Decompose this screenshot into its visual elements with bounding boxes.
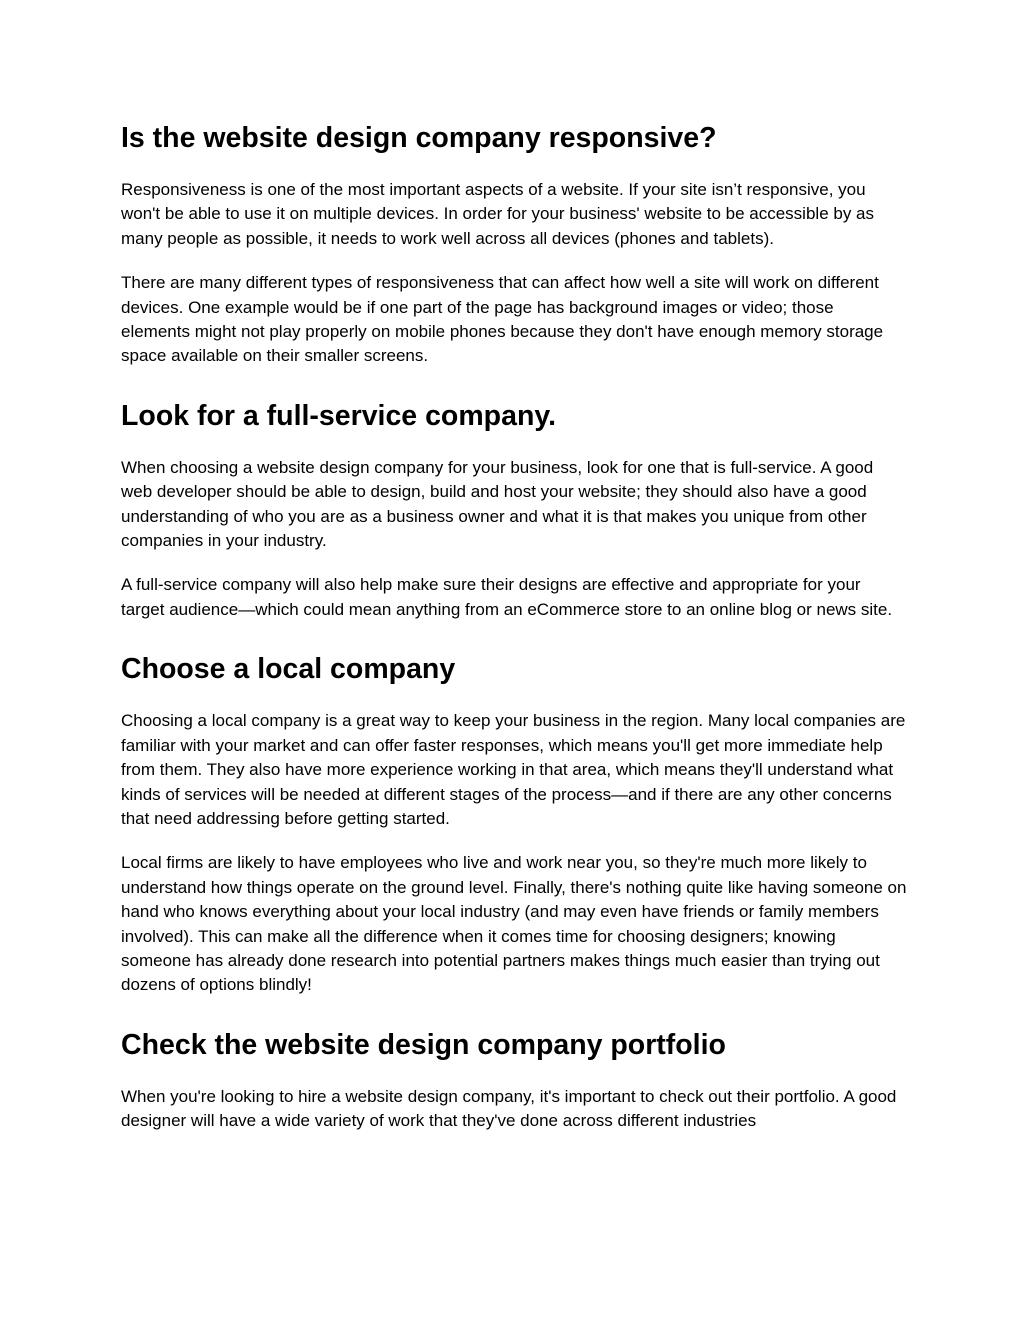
document-page xyxy=(121,120,907,1134)
section-heading-responsive: Is the website design company responsive? xyxy=(121,122,717,154)
paragraph-full-service-2: A full-service company will also help make sure their designs are effective and appropriate for your target audience—which could mean anything from an eCommerce store to an online blog or news site. xyxy=(121,575,893,619)
section-heading-local-company: Choose a local company xyxy=(121,653,456,686)
paragraph-local-company-1: Choosing a local company is a great way to keep your business in the region. Many local companies are familiar with your market and can offer faster responses, which means you'll get more immediate help from them. They also have more experience working in that area, which means they'll understand what kinds of services will be needed at different stages of the process—and if there are any other concerns that need addressing before getting started. xyxy=(121,711,906,828)
paragraph-portfolio-1: When you're looking to hire a website design company, it's important to check out their portfolio. A good designer will have a wide variety of work that they've done across different industries xyxy=(121,1086,897,1131)
paragraph-full-service-1: When choosing a website design company for your business, look for one that is full-service. A good web developer should be able to design, build and host your website; they should also have a good understanding of who you are as a business owner and what it is that makes you unique from other companies in your industry. xyxy=(121,457,874,551)
paragraph-local-company-2: Local firms are likely to have employees who live and work near you, so they're much more likely to understand how things operate on the ground level. Finally, there's nothing quite like having someone on hand who knows everything about your local industry (and may even have friends or family members involved). This can make all the difference when it comes time for choosing designers; knowing someone has already done research into potential partners makes things much easier than trying out dozens of options blindly! xyxy=(121,853,907,995)
paragraph-responsive-1: Responsiveness is one of the most important aspects of a website. If your site isn’t responsive, you won't be able to use it on multiple devices. In order for your business' website to be accessible by as many people as possible, it needs to work well across all devices (phones and tablets). xyxy=(121,180,875,248)
section-heading-portfolio: Check the website design company portfolio xyxy=(121,1028,726,1061)
paragraph-responsive-2: There are many different types of responsiveness that can affect how well a site will work on different devices. One example would be if one part of the page has background images or video; those elements might not play properly on mobile phones because they don't have enough memory storage space available on their smaller screens. xyxy=(121,273,884,366)
section-heading-full-service: Look for a full-service company. xyxy=(121,399,557,432)
